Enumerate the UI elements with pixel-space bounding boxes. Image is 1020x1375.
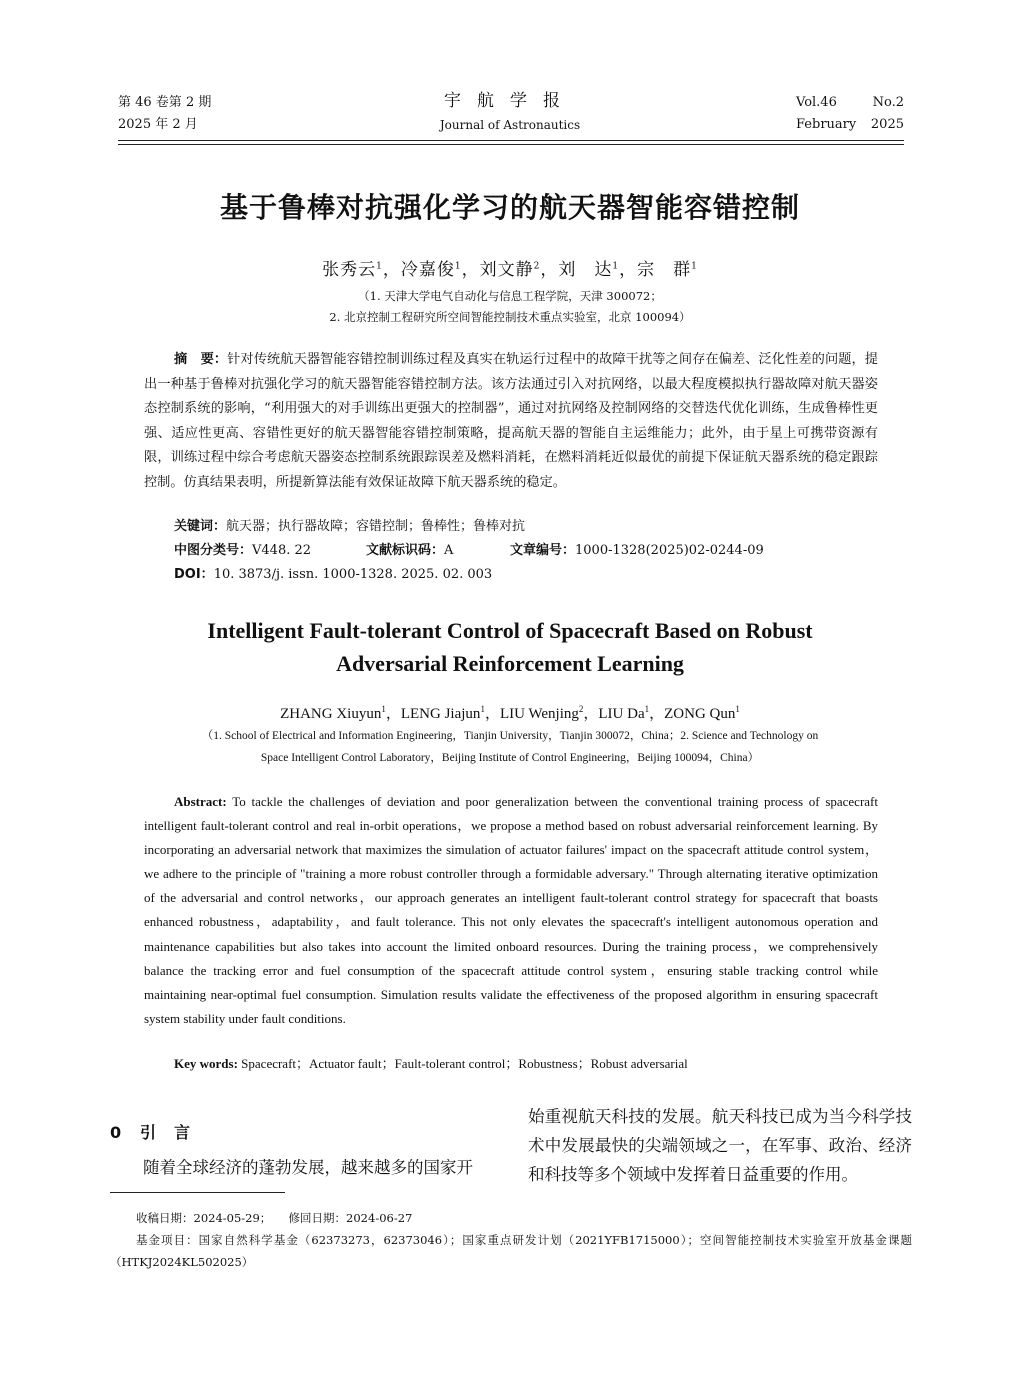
keywords-cn-label: 关键词： (174, 519, 227, 534)
author-list-cn (0, 255, 1020, 280)
author-cn-affiliation-mark: 2 (533, 261, 541, 272)
author-cn-name: 刘 达 (558, 260, 613, 280)
doi-row (174, 564, 492, 586)
date-cn: 2025 年 2 月 (118, 117, 198, 132)
author-en-affiliation-mark: 1 (644, 704, 650, 714)
body-text-right-column: 始重视航天科技的发展。航天科技已成为当今科学技术中发展最快的尖端领域之一，在军事、政治、经济和科技等多个领域中发挥着日益重要的作用。 (528, 1107, 912, 1184)
author-cn-name: 宗 群 (637, 260, 692, 280)
author-list-en (0, 702, 1020, 723)
footnote-funding: 基金项目：国家自然科学基金（62373273，62373046）；国家重点研发计划（2021YFB1715000）；空间智能控制技术实验室开放基金课题（HTKJ2024KL502025） (110, 1233, 912, 1269)
body-text-left-column: 随着全球经济的蓬勃发展，越来越多的国家开 (143, 1158, 473, 1177)
paper-title-en (0, 614, 1020, 680)
author-en-name: ZHANG Xiuyun (280, 706, 382, 722)
author-en-affiliation-mark: 1 (480, 704, 485, 714)
section-title: 引言 (140, 1123, 209, 1142)
author-en-name: ZONG Qun (664, 706, 736, 722)
author-cn-separator: ， (619, 260, 638, 280)
author-cn-affiliation-mark: 1 (691, 261, 698, 272)
abstract-en-label: Abstract: (174, 794, 227, 809)
doc-code-label: 文献标识码： (366, 543, 445, 558)
footnote-rule (110, 1192, 285, 1193)
author-en-separator: ， (484, 706, 500, 722)
paper-title-cn: 基于鲁棒对抗强化学习的航天器智能容错控制 (219, 191, 800, 224)
month-en: February (796, 117, 857, 132)
author-cn-affiliation-mark: 1 (612, 261, 620, 272)
author-cn-name: 冷嘉俊 (400, 260, 455, 280)
author-cn-name: 张秀云 (322, 260, 377, 280)
journal-name-cn: 宇航学报 (444, 91, 576, 111)
keywords-cn (174, 516, 525, 538)
keywords-cn-text: 航天器；执行器故障；容错控制；鲁棒性；鲁棒对抗 (226, 519, 526, 534)
article-no-value: 1000-1328(2025)02-0244-09 (575, 543, 764, 558)
author-en-affiliation-mark: 1 (381, 704, 386, 714)
author-cn-name: 刘文静 (479, 260, 534, 280)
author-cn-separator: ， (540, 260, 559, 280)
keywords-en-text: Spacecraft；Actuator fault；Fault-tolerant control；Robustness；Robust adversarial (241, 1056, 688, 1071)
year-en: 2025 (870, 117, 904, 132)
section-number: 0 (110, 1123, 122, 1142)
abstract-cn-text: 针对传统航天器智能容错控制训练过程及真实在轨运行过程中的故障干扰等之间存在偏差、泛化性差的问题，提出一种基于鲁棒对抗强化学习的航天器智能容错控制方法。该方法通过引入对抗网络，以最大程度模拟执行器故障对航天器姿态控制系统的影响，“利用强大的对手训练出更强大的控制器”，通过对抗网络及控制网络的交替迭代优化训练，生成鲁棒性更强、适应性更高、容错性更好的航天器智能容错控制策略，提高航天器的智能自主运维能力；此外，由于星上可携带资源有限，训练过程中综合考虑航天器姿态控制系统跟踪误差及燃料消耗，在燃料消耗近似最优的前提下保证航天器系统的稳定跟踪控制。仿真结果表明，所提新算法能有效保证故障下航天器系统的稳定。 (144, 352, 878, 490)
doi-label: DOI： (174, 567, 214, 582)
affiliation-en-line-2: Space Intelligent Control Laboratory，Beijing Institute of Control Engineering，Beijing 100094，China） (260, 752, 760, 764)
section-heading (110, 1120, 208, 1143)
journal-name-en: Journal of Astronautics (439, 118, 581, 132)
paper-title-en-line-2: Adversarial Reinforcement Learning (336, 651, 684, 676)
affiliation-cn-line-1: （1. 天津大学电气自动化与信息工程学院，天津 300072； (358, 289, 662, 303)
doi-value: 10. 3873/j. issn. 1000-1328. 2025. 02. 003 (213, 567, 493, 582)
author-en-affiliation-mark: 1 (735, 704, 740, 714)
author-cn-affiliation-mark: 1 (454, 261, 462, 272)
author-en-separator: ， (385, 706, 401, 722)
abstract-cn (144, 348, 878, 495)
abstract-cn-label: 摘 要： (174, 352, 228, 367)
doc-code-value: A (444, 543, 454, 558)
footnotes (110, 1207, 912, 1273)
author-cn-separator: ， (461, 260, 480, 280)
author-cn-affiliation-mark: 1 (376, 261, 383, 272)
article-no-label: 文章编号： (510, 543, 576, 558)
abstract-en-text: To tackle the challenges of deviation and poor generalization between the conventional training process of spacecraft intelligent fault-tolerant control and real in-orbit operations，we propose a method based on robust adversarial reinforcement learning. By incorporating an adversarial network that maximizes the simulation of actuator failures' impact on the spacecraft attitude control system，we adhere to the principle of "training a more robust controller through a formidable adversary." Through alternating iterative optimization of the adversarial and control networks，our approach generates an intelligent fault-tolerant control strategy for spacecraft that boasts enhanced robustness，adaptability，and fault tolerance. This not only elevates the spacecraft's intelligent autonomous operation and maintenance capabilities but also takes into account the limited onboard resources. During the training process，we comprehensively balance the tracking error and fuel consumption of the spacecraft attitude control system，ensuring stable tracking control while maintaining near-optimal fuel consumption. Simulation results validate the effectiveness of the proposed algorithm in ensuring spacecraft system stability under fault conditions. (144, 794, 878, 1026)
header-rule-top (118, 140, 904, 141)
volume-en: Vol.46 (796, 95, 837, 110)
issue-en: No.2 (872, 95, 904, 110)
author-en-name: LIU Wenjing (499, 706, 579, 722)
running-header-right (796, 92, 904, 136)
author-en-separator: ， (583, 706, 599, 722)
author-en-name: LIU Da (598, 706, 645, 722)
affiliation-en-line-1: （1. School of Electrical and Information Engineering，Tianjin University，Tianjin 300072，China；2. Science and Technology on (201, 730, 819, 742)
keywords-en-label: Key words: (174, 1056, 238, 1071)
header-rule-bottom (118, 144, 904, 145)
author-en-affiliation-mark: 2 (578, 704, 584, 714)
affiliation-cn-line-2: 2. 北京控制工程研究所空间智能控制技术重点实验室，北京 100094） (329, 310, 691, 324)
footnote-dates: 收稿日期：2024-05-29； 修回日期：2024-06-27 (136, 1211, 413, 1225)
volume-issue-cn: 第 46 卷第 2 期 (118, 95, 212, 110)
clc-value: V448. 22 (252, 543, 312, 558)
paper-title-en-line-1: Intelligent Fault-tolerant Control of Spacecraft Based on Robust (207, 618, 813, 643)
abstract-en (144, 790, 878, 1031)
clc-label: 中图分类号： (174, 543, 253, 558)
author-cn-separator: ， (382, 260, 401, 280)
author-en-name: LENG Jiajun (400, 706, 481, 722)
keywords-en (174, 1053, 688, 1072)
author-en-separator: ， (649, 706, 665, 722)
